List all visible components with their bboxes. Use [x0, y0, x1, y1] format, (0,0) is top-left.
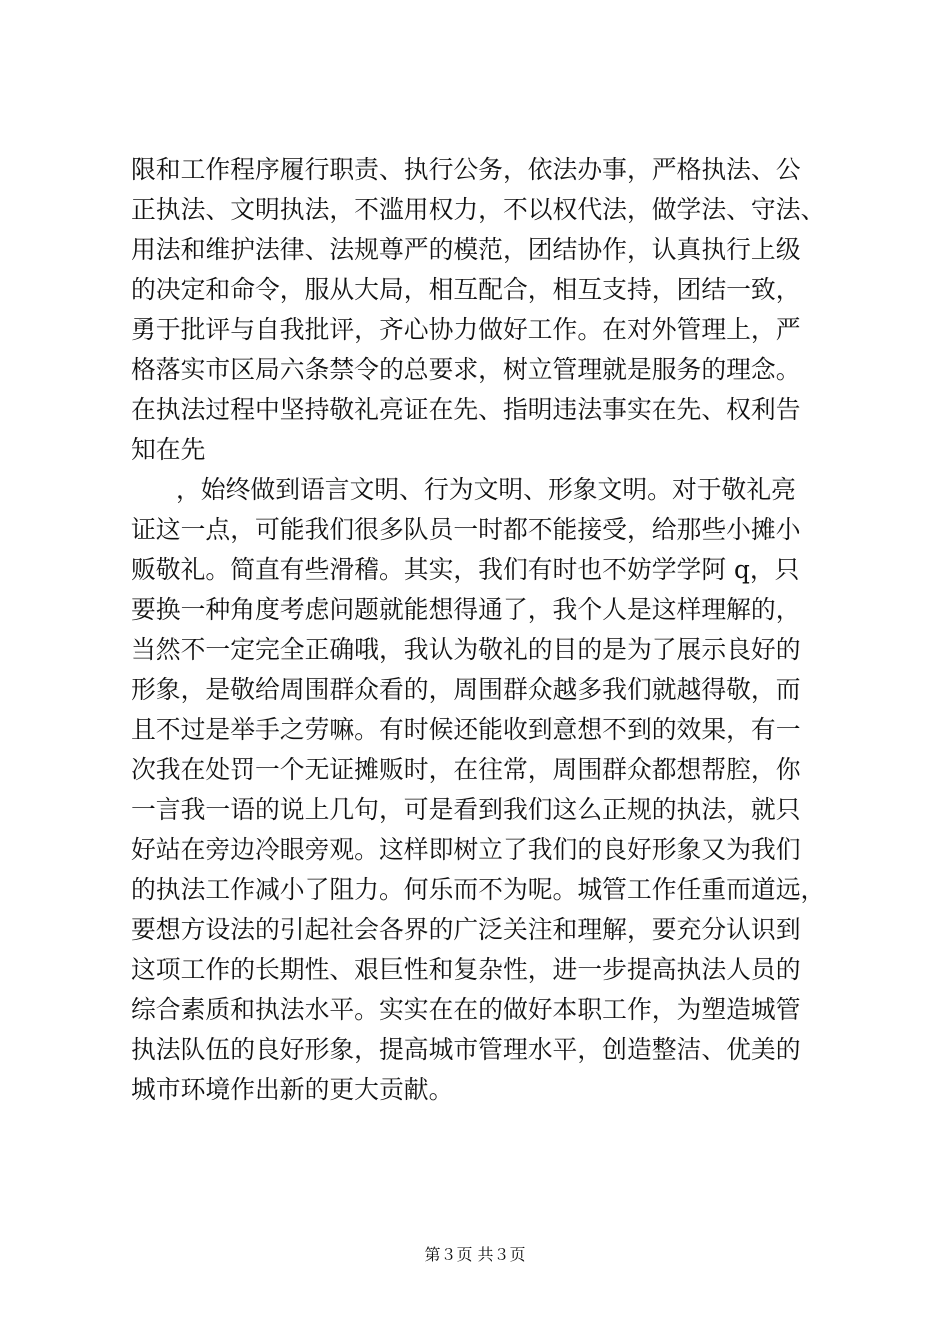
text-line: 要换一种角度考虑问题就能想得通了，我个人是这样理解的， — [131, 595, 801, 624]
text-line: 当然不一定完全正确哦，我认为敬礼的目的是为了展示良好的 — [131, 635, 801, 664]
text-line: 的决定和命令，服从大局，相互配合，相互支持，团结一致， — [131, 275, 801, 304]
text-line: 用法和维护法律、法规尊严的模范，团结协作，认真执行上级 — [131, 235, 801, 264]
text-line: 形象，是敬给周围群众看的，周围群众越多我们就越得敬，而 — [131, 675, 801, 704]
text-line: 综合素质和执法水平。实实在在的做好本职工作，为塑造城管 — [131, 995, 801, 1024]
text-line: 贩敬礼。简直有些滑稽。其实，我们有时也不妨学学阿 q，只 — [131, 555, 800, 584]
text-line: 在执法过程中坚持敬礼亮证在先、指明违法事实在先、权利告 — [131, 395, 801, 424]
text-line: 好站在旁边冷眼旁观。这样即树立了我们的良好形象又为我们 — [131, 835, 801, 864]
text-line: 格落实市区局六条禁令的总要求，树立管理就是服务的理念。 — [131, 355, 801, 384]
text-line: 次我在处罚一个无证摊贩时，在往常，周围群众都想帮腔，你 — [131, 755, 801, 784]
text-line: 的执法工作减小了阻力。何乐而不为呢。城管工作任重而道远， — [131, 875, 826, 904]
text-line: 城市环境作出新的更大贡献。 — [131, 1075, 454, 1104]
text-line: 正执法、文明执法，不滥用权力，不以权代法，做学法、守法、 — [131, 195, 826, 224]
text-line: 这项工作的长期性、艰巨性和复杂性，进一步提高执法人员的 — [131, 955, 801, 984]
text-line: 执法队伍的良好形象，提高城市管理水平，创造整洁、优美的 — [131, 1035, 801, 1064]
text-line: 证这一点，可能我们很多队员一时都不能接受，给那些小摊小 — [131, 515, 801, 544]
text-line: 要想方设法的引起社会各界的广泛关注和理解，要充分认识到 — [131, 915, 801, 944]
text-line: 一言我一语的说上几句，可是看到我们这么正规的执法，就只 — [131, 795, 801, 824]
text-line: 知在先 — [131, 435, 206, 464]
text-line: ，始终做到语言文明、行为文明、形象文明。对于敬礼亮 — [176, 475, 796, 504]
page-footer: 第３页 共３页 — [424, 1245, 526, 1264]
text-line: 限和工作程序履行职责、执行公务，依法办事，严格执法、公 — [131, 155, 801, 184]
body-text — [131, 150, 831, 1110]
text-line: 且不过是举手之劳嘛。有时候还能收到意想不到的效果，有一 — [131, 715, 801, 744]
text-line: 勇于批评与自我批评，齐心协力做好工作。在对外管理上，严 — [131, 315, 801, 344]
